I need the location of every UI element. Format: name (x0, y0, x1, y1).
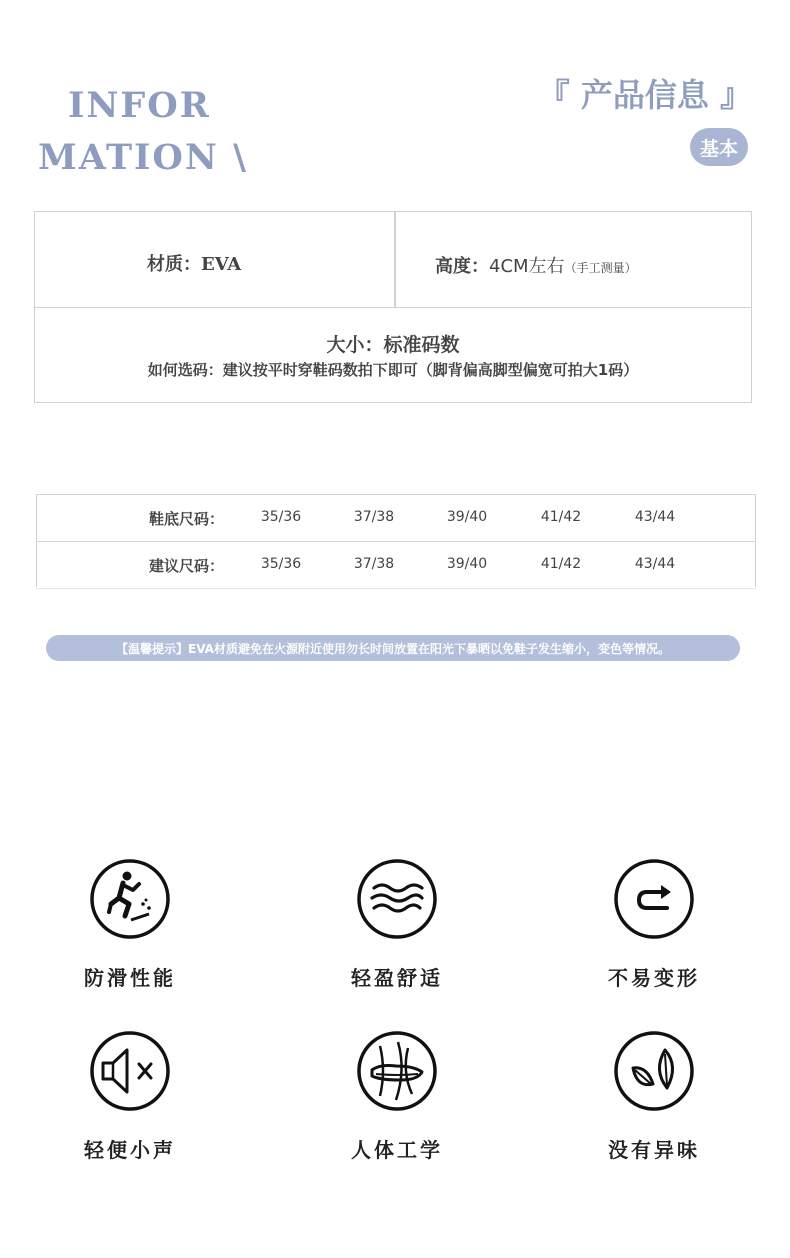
spec-divider (394, 212, 396, 307)
size-selection-note: 如何选码：建议按平时穿鞋码数拍下即可（脚背偏高脚型偏宽可拍大1码） (147, 361, 639, 379)
feature-no-deform (564, 858, 744, 991)
size-cell: 39/40 (446, 556, 488, 572)
mute-speaker-icon (89, 1030, 171, 1112)
size-cell: 39/40 (446, 509, 488, 525)
size-chart (36, 494, 756, 587)
product-info-title: 『 产品信息 』 (537, 76, 752, 114)
feature-label: 没有异味 (608, 1138, 700, 1162)
size-cell: 35/36 (260, 509, 302, 525)
material-cell (147, 250, 241, 276)
feature-ergonomic (307, 1030, 487, 1163)
feature-quiet (40, 1030, 220, 1163)
leaves-icon (613, 1030, 695, 1112)
information-heading-line2: MATION \ (38, 137, 248, 178)
feature-lightweight (307, 858, 487, 991)
height-value: 4CM左右 (489, 256, 565, 277)
feature-no-odor (564, 1030, 744, 1163)
height-key: 高度： (435, 256, 489, 277)
feature-anti-slip (40, 858, 220, 991)
size-cell: 35/36 (260, 556, 302, 572)
material-key: 材质： (147, 254, 201, 275)
information-heading-line1: INFOR (68, 85, 211, 126)
size-cell: 37/38 (353, 509, 395, 525)
feature-label: 防滑性能 (84, 966, 176, 990)
feature-label: 轻便小声 (84, 1138, 176, 1162)
feature-label: 轻盈舒适 (351, 966, 443, 990)
size-cell: 37/38 (353, 556, 395, 572)
sole-size-label: 鞋底尺码： (149, 510, 225, 528)
table-row (37, 495, 755, 542)
material-value: EVA (201, 254, 242, 275)
suggested-size-label: 建议尺码： (149, 557, 225, 575)
return-arrow-icon (613, 858, 695, 940)
spec-table (34, 211, 752, 403)
warm-tip-banner: 【温馨提示】EVA材质避免在火源附近使用勿长时间放置在阳光下暴晒以免鞋子发生缩小，变色等情况。 (46, 635, 740, 661)
size-label: 大小：标准码数 (326, 334, 460, 356)
feature-label: 不易变形 (608, 966, 700, 990)
spec-row-top (35, 212, 751, 308)
feature-label: 人体工学 (351, 1138, 443, 1162)
ergonomic-foot-icon (356, 1030, 438, 1112)
size-cell: 43/44 (634, 509, 676, 525)
waves-icon (356, 858, 438, 940)
information-heading (38, 80, 248, 184)
size-cell: 41/42 (540, 509, 582, 525)
size-cell: 43/44 (634, 556, 676, 572)
basic-badge: 基本 (690, 128, 748, 166)
height-note: （手工测量） (564, 261, 637, 275)
height-cell (435, 252, 637, 278)
anti-slip-icon (89, 858, 171, 940)
table-row (37, 542, 755, 589)
size-cell: 41/42 (540, 556, 582, 572)
